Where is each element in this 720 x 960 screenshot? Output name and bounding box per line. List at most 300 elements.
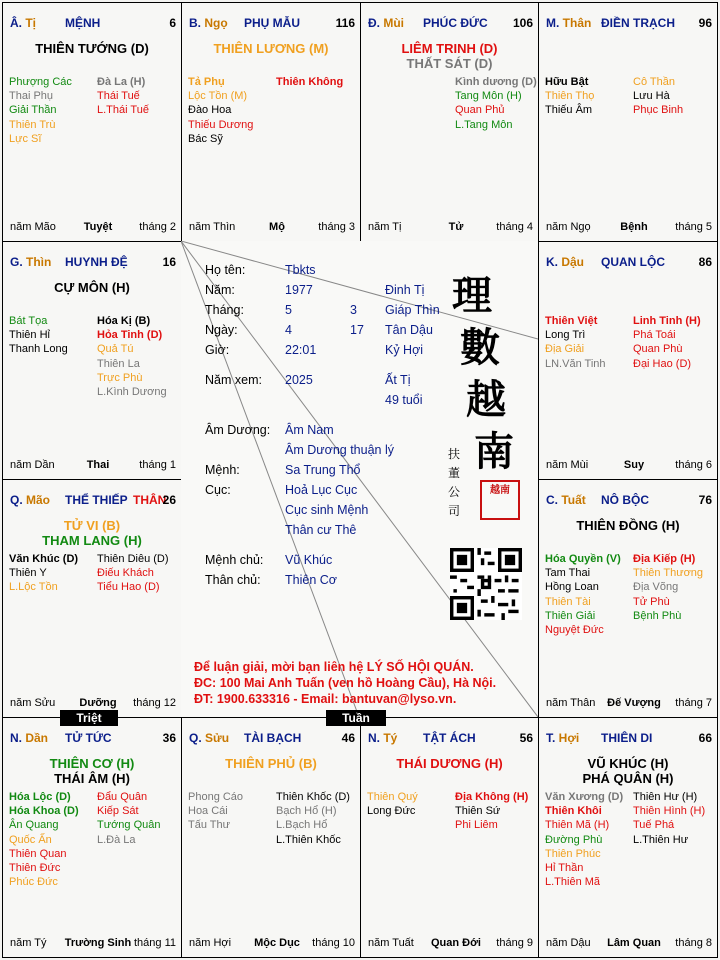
palace-cell-phuc-duc[interactable]: [360, 2, 539, 242]
minor-stars-left: [188, 75, 253, 146]
palace-header: [182, 3, 360, 30]
minor-star: Kình dương (D): [455, 76, 537, 88]
minor-star: Kiếp Sát: [97, 805, 139, 818]
minor-stars-left: [545, 314, 606, 371]
minor-stars-left: [9, 314, 68, 357]
minor-star: Địa Võng: [633, 581, 679, 594]
footer-year: năm Thân: [546, 697, 596, 709]
minor-star: Đường Phù: [545, 833, 603, 846]
footer-year: năm Mùi: [546, 459, 589, 471]
nam-lunar: Đinh Tị: [385, 283, 425, 297]
contact-line-2: ĐC: 100 Mai Anh Tuấn (ven hồ Hoàng Cầu), Hà Nội.: [194, 676, 497, 690]
footer-month: tháng 5: [675, 221, 712, 233]
palace-name: TỬ TỨC: [65, 731, 112, 745]
branch-name: Ngọ: [204, 16, 228, 30]
palace-cell-huynh-de[interactable]: [2, 241, 182, 480]
palace-number: 86: [698, 255, 712, 269]
minor-star: L.Thiên Hư: [633, 833, 689, 846]
branch-label: [189, 16, 228, 30]
ngay-label: Ngày:: [205, 323, 238, 337]
footer-phase: Đế Vượng: [607, 697, 661, 709]
minor-stars-right: [276, 75, 343, 89]
palace-number: 76: [698, 493, 712, 507]
minor-star: Lưu Hà: [633, 90, 670, 103]
minor-stars-right: [633, 552, 703, 623]
minor-star: Địa Giải: [545, 343, 585, 356]
main-star: THIÊN PHỦ (B): [225, 756, 317, 771]
stem-label: M.: [546, 16, 563, 30]
palace-footer: [539, 937, 717, 951]
minor-star: Văn Khúc (D): [9, 553, 79, 565]
main-star: LIÊM TRINH (D): [401, 41, 498, 56]
minor-star: Thiên Hư (H): [633, 791, 698, 803]
minor-star: Phục Binh: [633, 104, 684, 117]
minor-stars-left: [9, 552, 78, 595]
minor-star: Thiếu Âm: [545, 104, 593, 117]
minor-star: Hỉ Thần: [545, 862, 584, 875]
qr-code-icon[interactable]: [450, 548, 522, 620]
minor-star: Long Đức: [367, 805, 416, 818]
minor-star: Quốc Ấn: [9, 833, 52, 846]
minor-star: Tang Môn (H): [455, 90, 522, 103]
minor-star: Điếu Khách: [97, 567, 154, 580]
minor-stars-right: [276, 790, 350, 847]
palace-name: NÔ BỘC: [601, 493, 649, 507]
vertical-text: [448, 445, 462, 521]
minor-star: Thiên Khôi: [545, 805, 602, 818]
palace-number: 26: [162, 493, 176, 507]
menh-chu-label: Mệnh chủ:: [205, 553, 264, 567]
gio-solar: 22:01: [285, 343, 317, 357]
minor-star: Thiên Thọ: [545, 90, 595, 103]
thang-lunar: Giáp Thìn: [385, 303, 440, 317]
minor-star: Địa Không (H): [455, 791, 529, 803]
palace-cell-thien-di[interactable]: [538, 717, 718, 958]
palace-footer: [361, 221, 538, 235]
palace-header: [3, 242, 181, 269]
branch-name: Sửu: [205, 731, 230, 745]
minor-star: Lực Sĩ: [9, 132, 42, 145]
palace-header: [539, 3, 717, 30]
than-chu-label: Thân chủ:: [205, 573, 261, 587]
minor-star: Cô Thần: [633, 76, 675, 88]
am-duong-value-2: Âm Dương thuận lý: [285, 443, 394, 457]
footer-month: tháng 10: [312, 937, 355, 949]
branch-name: Hợi: [558, 731, 580, 745]
minor-star: Thiên Không: [276, 76, 344, 88]
menh-value: Sa Trung Thổ: [285, 463, 361, 477]
minor-star: Tam Thai: [545, 567, 591, 580]
cuc-value-2: Cục sinh Mệnh: [285, 503, 369, 517]
palace-header: [3, 480, 181, 507]
vertical-char: 公: [448, 485, 461, 499]
branch-name: Dậu: [561, 255, 585, 269]
cuc-label: Cục:: [205, 483, 231, 497]
branch-name: Tuất: [561, 493, 586, 507]
palace-footer: [539, 221, 717, 235]
stem-label: Q.: [10, 493, 27, 507]
footer-year: năm Tị: [368, 221, 402, 233]
ho-ten-label: Họ tên:: [205, 263, 246, 277]
footer-month: tháng 8: [675, 937, 712, 949]
stem-label: B.: [189, 16, 205, 30]
palace-footer: [182, 221, 360, 235]
minor-star: Hóa Quyền (V): [545, 553, 621, 565]
footer-phase: Tuyệt: [83, 221, 113, 233]
stem-label: K.: [546, 255, 562, 269]
minor-stars-right: [633, 75, 683, 118]
stem-label: C.: [546, 493, 562, 507]
minor-star: Phúc Đức: [9, 876, 58, 889]
palace-cell-phu-mau[interactable]: [181, 2, 361, 242]
branch-label: [10, 731, 48, 745]
footer-phase: Tử: [448, 221, 464, 233]
branch-label: [10, 16, 36, 30]
footer-month: tháng 4: [496, 221, 533, 233]
minor-star: Thiên Thương: [633, 567, 704, 580]
minor-star: Tướng Quân: [97, 819, 161, 832]
menh-label: Mệnh:: [205, 463, 240, 477]
than-label: THÂN: [133, 493, 167, 507]
minor-stars-right: [97, 552, 169, 595]
minor-star: L.Thiên Khốc: [276, 833, 341, 846]
ngay-solar: 4: [285, 323, 292, 337]
minor-stars-right: [97, 790, 161, 847]
palace-number: 16: [162, 255, 176, 269]
palace-number: 96: [698, 16, 712, 30]
minor-star: L.Thiên Mã: [545, 876, 601, 889]
minor-star: Thanh Long: [9, 343, 68, 356]
thang-lunar-num: 3: [350, 303, 357, 317]
minor-star: Đại Hao (D): [633, 357, 692, 370]
minor-star: Bạch Hổ (H): [276, 805, 337, 818]
palace-number: 116: [335, 16, 355, 30]
contact-line-1: Để luận giải, mời bạn liên hệ LÝ SỐ HỘI QUÁN.: [194, 660, 474, 674]
seal-text: 越南: [490, 485, 510, 496]
minor-star: Thiên Việt: [545, 315, 598, 327]
minor-star: Tả Phụ: [188, 76, 225, 88]
footer-month: tháng 11: [133, 937, 176, 949]
palace-number: 66: [698, 731, 712, 745]
palace-name: ĐIỀN TRẠCH: [601, 16, 675, 30]
palace-footer: [3, 221, 181, 235]
branch-label: [546, 16, 591, 30]
am-duong-label: Âm Dương:: [205, 423, 271, 437]
palace-name: THIÊN DI: [601, 731, 653, 745]
minor-star: Quan Phù: [633, 343, 683, 356]
minor-stars-right: [97, 314, 167, 399]
minor-star: Thiên Khốc (D): [276, 791, 350, 803]
minor-stars-right: [633, 314, 701, 371]
branch-label: [368, 16, 404, 30]
branch-name: Mùi: [383, 16, 405, 30]
palace-name: HUYNH ĐỆ: [65, 255, 128, 269]
palace-cell-tu-tuc[interactable]: [2, 717, 182, 958]
minor-star: Thiên Quý: [367, 791, 418, 803]
palace-footer: [539, 697, 717, 711]
minor-star: Thiếu Dương: [188, 118, 254, 131]
minor-stars-left: [9, 790, 79, 889]
minor-stars-left: [545, 75, 594, 118]
minor-star: Hỏa Tinh (D): [97, 329, 163, 342]
minor-stars-right: [455, 75, 537, 132]
palace-name: THỂ THIẾP: [65, 493, 128, 507]
nam-xem-value: 2025: [285, 373, 313, 387]
palace-number: 6: [169, 16, 176, 30]
footer-phase: Mộ: [269, 221, 285, 233]
stem-label: Q.: [189, 731, 206, 745]
minor-star: LN.Văn Tinh: [545, 357, 606, 370]
tuoi-value: 49 tuổi: [385, 393, 423, 407]
minor-star: Trực Phù: [97, 371, 143, 384]
vertical-char: 董: [448, 466, 461, 480]
branch-name: Mão: [26, 493, 51, 507]
footer-month: tháng 7: [675, 697, 712, 709]
palace-header: [539, 480, 717, 507]
main-star: PHÁ QUÂN (H): [582, 771, 674, 786]
minor-star: Thiên Hình (H): [633, 805, 706, 818]
minor-star: L.Kình Dương: [97, 386, 167, 399]
footer-year: năm Ngọ: [546, 221, 591, 233]
minor-star: Ân Quang: [9, 819, 59, 832]
minor-star: Địa Kiếp (H): [633, 553, 696, 565]
footer-phase: Trường Sinh: [64, 937, 132, 949]
minor-star: Tử Phù: [633, 595, 670, 608]
footer-phase: Lâm Quan: [607, 937, 661, 949]
footer-phase: Quan Đới: [431, 937, 481, 949]
gio-label: Giờ:: [205, 343, 230, 357]
main-star: THẤT SÁT (D): [406, 56, 493, 71]
thang-label: Tháng:: [205, 303, 244, 317]
vertical-char: 司: [448, 504, 461, 518]
palace-header: [3, 3, 181, 30]
palace-name: QUAN LỘC: [601, 255, 665, 269]
branch-label: [10, 493, 50, 507]
minor-star: L.Bạch Hổ: [276, 819, 328, 832]
minor-star: Long Trì: [545, 329, 586, 342]
gio-lunar: Kỷ Hợi: [385, 343, 424, 357]
minor-star: Tấu Thư: [188, 819, 231, 832]
nam-xem-lunar: Ất Tị: [385, 373, 411, 387]
palace-number: 106: [512, 16, 533, 30]
minor-star: L.Lộc Tồn: [9, 581, 58, 594]
minor-star: Thiên Sứ: [455, 805, 501, 818]
menh-chu-value: Vũ Khúc: [285, 553, 333, 567]
palace-name: PHỤ MẪU: [244, 16, 300, 30]
tuan-marker: Tuần: [326, 710, 386, 726]
branch-label: [546, 493, 586, 507]
minor-stars-left: [367, 790, 418, 818]
triet-marker: Triệt: [60, 710, 118, 726]
minor-star: Đào Hoa: [188, 104, 232, 117]
branch-name: Tý: [383, 731, 398, 745]
minor-star: Thiên Quan: [9, 847, 67, 860]
minor-star: Hồng Loan: [545, 581, 599, 594]
palace-header: [361, 718, 538, 745]
branch-label: [546, 255, 584, 269]
minor-star: Văn Xương (D): [545, 791, 624, 803]
minor-stars-right: [455, 790, 528, 833]
minor-star: Thiên Giải: [545, 609, 596, 622]
minor-star: Lộc Tồn (M): [188, 90, 248, 103]
footer-phase: Bệnh: [620, 221, 648, 233]
palace-name: TÀI BẠCH: [244, 731, 302, 745]
minor-star: Hóa Kị (B): [97, 315, 151, 327]
cuc-value: Hoả Lục Cục: [285, 483, 358, 497]
footer-phase: Suy: [623, 459, 645, 471]
palace-cell-tai-bach[interactable]: [181, 717, 361, 958]
footer-month: tháng 12: [133, 697, 176, 709]
palace-footer: [3, 697, 181, 711]
minor-star: Phi Liêm: [455, 819, 498, 832]
footer-phase: Mộc Dục: [254, 937, 300, 949]
nam-solar: 1977: [285, 283, 313, 297]
footer-month: tháng 9: [496, 937, 533, 949]
minor-star: Đà La (H): [97, 76, 146, 88]
lyso-logo: [452, 270, 532, 478]
am-duong-value: Âm Nam: [285, 423, 334, 437]
palace-footer: [3, 937, 181, 951]
stem-label: Â.: [10, 16, 26, 30]
stem-label: T.: [546, 731, 559, 745]
footer-month: tháng 3: [318, 221, 355, 233]
minor-star: Bát Tọa: [9, 315, 48, 327]
palace-footer: [182, 937, 360, 951]
minor-star: Thái Tuế: [97, 90, 140, 103]
branch-label: [546, 731, 579, 745]
minor-star: Phượng Các: [9, 76, 72, 88]
ngay-lunar-num: 17: [350, 323, 364, 337]
stem-label: N.: [10, 731, 26, 745]
main-star: THIÊN CƠ (H): [49, 756, 135, 771]
minor-star: Quan Phủ: [455, 104, 505, 117]
ngay-lunar: Tân Dậu: [385, 323, 433, 337]
main-star: THIÊN ĐỒNG (H): [576, 518, 680, 533]
footer-year: năm Dậu: [546, 937, 591, 949]
minor-star: Thiên Hỉ: [9, 329, 50, 342]
main-star: THÁI ÂM (H): [54, 771, 130, 786]
minor-stars-left: [545, 552, 621, 637]
minor-stars-left: [188, 790, 243, 833]
ho-ten-value: Tbkts: [285, 263, 316, 277]
minor-star: Hữu Bật: [545, 76, 589, 88]
footer-year: năm Tý: [10, 937, 47, 949]
minor-star: Hóa Lộc (D): [9, 791, 71, 803]
main-star: THÁI DƯƠNG (H): [396, 756, 503, 771]
minor-star: Thiên Phúc: [545, 847, 601, 860]
minor-star: Nguyệt Đức: [545, 624, 604, 637]
minor-star: Đẩu Quân: [97, 791, 148, 803]
footer-year: năm Thìn: [189, 221, 236, 233]
minor-star: L.Tang Môn: [455, 118, 513, 131]
red-seal-stamp: [480, 480, 520, 520]
footer-month: tháng 6: [675, 459, 712, 471]
branch-name: Dần: [25, 731, 49, 745]
minor-star: Quả Tú: [97, 343, 134, 356]
thang-solar: 5: [285, 303, 292, 317]
logo-char: 南: [474, 428, 514, 475]
main-star: THIÊN LƯƠNG (M): [213, 41, 329, 56]
palace-cell-dien-trach[interactable]: [538, 2, 718, 242]
palace-cell-tat-ach[interactable]: [360, 717, 539, 958]
footer-year: năm Dần: [10, 459, 55, 471]
vertical-char: 扶: [448, 447, 461, 461]
minor-star: Thiên Diêu (D): [97, 553, 169, 565]
main-star: TỬ VI (B): [63, 518, 121, 533]
minor-star: Tuế Phá: [633, 819, 675, 832]
branch-name: Thìn: [26, 255, 52, 269]
palace-footer: [3, 459, 181, 473]
minor-star: Phong Cáo: [188, 791, 244, 803]
minor-star: Thiên La: [97, 357, 140, 370]
minor-star: Thiên Mã (H): [545, 819, 610, 832]
palace-number: 36: [162, 731, 176, 745]
nam-label: Năm:: [205, 283, 235, 297]
minor-star: Thiên Y: [9, 567, 47, 580]
stem-label: N.: [368, 731, 384, 745]
minor-star: Linh Tinh (H): [633, 315, 701, 327]
palace-cell-menh[interactable]: [2, 2, 182, 242]
main-star: VŨ KHÚC (H): [587, 756, 669, 771]
minor-star: Thiên Trù: [9, 118, 56, 131]
palace-cell-no-boc[interactable]: [538, 479, 718, 718]
minor-star: Phá Toái: [633, 329, 676, 342]
contact-line-3: ĐT: 1900.633316 - Email: bantuvan@lyso.vn.: [194, 692, 457, 706]
footer-month: tháng 1: [139, 459, 176, 471]
minor-star: Thiên Đức: [9, 862, 61, 875]
minor-star: Thai Phụ: [9, 90, 54, 103]
minor-star: Giải Thần: [9, 104, 57, 117]
minor-star: Bệnh Phù: [633, 609, 682, 622]
footer-month: tháng 2: [139, 221, 176, 233]
palace-cell-the-thiep[interactable]: [2, 479, 182, 718]
minor-stars-left: [9, 75, 72, 146]
footer-year: năm Tuất: [368, 937, 414, 949]
footer-year: năm Mão: [10, 221, 56, 233]
birth-info: [205, 263, 445, 603]
palace-header: [539, 242, 717, 269]
palace-name: PHÚC ĐỨC: [423, 16, 488, 30]
minor-star: L.Thái Tuế: [97, 104, 149, 117]
main-star: CỰ MÔN (H): [54, 280, 130, 295]
minor-stars-left: [545, 790, 623, 889]
than-chu-value: Thiên Cơ: [285, 573, 337, 587]
minor-stars-right: [633, 790, 705, 847]
branch-name: Tị: [25, 16, 37, 30]
stem-label: G.: [10, 255, 27, 269]
cuc-value-3: Thân cư Thê: [285, 523, 357, 537]
branch-label: [10, 255, 51, 269]
minor-star: Bác Sỹ: [188, 132, 223, 145]
palace-footer: [539, 459, 717, 473]
palace-name: TẬT ÁCH: [423, 731, 476, 745]
footer-year: năm Sửu: [10, 697, 56, 709]
palace-cell-quan-loc[interactable]: [538, 241, 718, 480]
minor-star: Tiểu Hao (D): [97, 581, 160, 594]
logo-char: 越: [466, 376, 506, 423]
branch-name: Thân: [562, 16, 592, 30]
minor-star: Hóa Khoa (D): [9, 805, 79, 818]
branch-label: [189, 731, 229, 745]
minor-star: Hoa Cái: [188, 805, 228, 818]
logo-char: 理: [452, 272, 492, 319]
branch-label: [368, 731, 397, 745]
palace-number: 56: [519, 731, 533, 745]
minor-star: L.Đà La: [97, 833, 136, 846]
main-star: THAM LANG (H): [42, 533, 142, 548]
minor-stars-right: [97, 75, 149, 118]
minor-star: Thiên Tài: [545, 595, 591, 608]
